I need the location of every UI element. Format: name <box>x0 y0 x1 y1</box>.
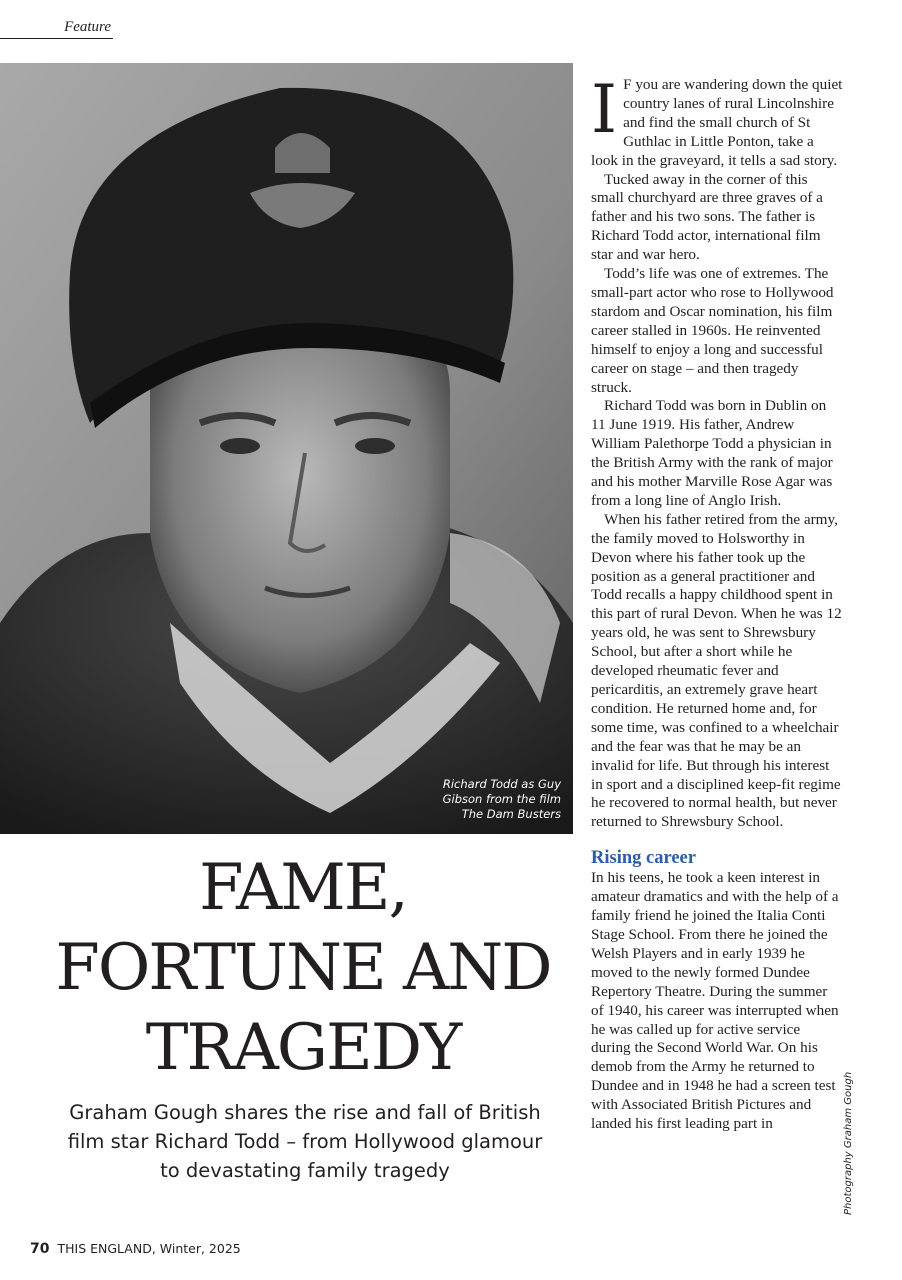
headline-line: FAME, <box>199 851 407 925</box>
paragraph-text: F you are wandering down the quiet country lanes of rural Lincolnshire and find the small church of St Guthlac in Little Ponton, take a look in the graveyard, it tells a sad story. <box>591 76 843 169</box>
standfirst-line: film star Richard Todd – from Hollywood glamour <box>67 1130 543 1153</box>
article-paragraph: Tucked away in the corner of this small churchyard are three graves of a father and his two sons. The father is Richard Todd actor, international film star and war hero. <box>591 170 823 264</box>
section-label <box>0 18 113 39</box>
caption-line: The Dam Busters <box>461 807 561 821</box>
page-footer <box>30 1241 241 1257</box>
photo-credit: Photography Graham Gough <box>843 1071 854 1215</box>
headline-line: TRAGEDY <box>145 1011 461 1085</box>
publication-line: THIS ENGLAND, Winter, 2025 <box>57 1241 241 1256</box>
article-paragraph: In his teens, he took a keen interest in amateur dramatics and with the help of a family friend he joined the Italia Conti Stage School. From there he joined the Welsh Players and in early 1939 he moved to the newly formed Dundee Repertory Theatre. During the summer of 1940, his career was interrupted when he was called up for active service during the Second World War. On his demob from the Army he returned to Dundee and in 1948 he had a screen test with Associated British Pictures and landed his first leading part in <box>591 869 839 1133</box>
drop-cap: I <box>591 71 618 148</box>
standfirst-line: Graham Gough shares the rise and fall of British <box>69 1101 541 1124</box>
section-label-text: Feature <box>64 19 111 35</box>
standfirst <box>30 1098 580 1185</box>
headline <box>0 848 606 1088</box>
headline-line: FORTUNE AND <box>55 931 551 1005</box>
subheading: Rising career <box>591 848 696 869</box>
article-body <box>591 71 843 1134</box>
caption-line: Gibson from the film <box>442 792 561 806</box>
feature-photo <box>0 63 573 834</box>
article-paragraph <box>591 71 843 171</box>
article-paragraph: When his father retired from the army, the family moved to Holsworthy in Devon where his father took up the position as a general practitioner and Todd recalls a happy childhood spent in this part of rural Devon. When he was 12 years old, he was sent to Shrewsbury School, but after a short while he developed rheumatic fever and pericarditis, an extremely grave heart condition. He returned home and, for some time, was confined to a wheelchair and the fear was that he may be an invalid for life. But through his interest in sport and a disciplined keep-fit regime he recovered to normal health, but never returned to Shrewsbury School. <box>591 510 842 831</box>
portrait-illustration <box>0 63 573 834</box>
page-number: 70 <box>30 1241 50 1257</box>
article-paragraph: Todd’s life was one of extremes. The small-part actor who rose to Hollywood stardom and Oscar nomination, his film career stalled in 1960s. He reinvented himself to enjoy a long and successful career on stage – and then tragedy struck. <box>591 265 834 396</box>
article-paragraph: Richard Todd was born in Dublin on 11 June 1919. His father, Andrew William Palethorpe Todd a physician in the British Army with the rank of major and his mother Marville Rose Agar was from a long line of Anglo Irish. <box>591 397 833 509</box>
standfirst-line: to devastating family tragedy <box>160 1159 450 1182</box>
photo-caption <box>443 777 561 822</box>
caption-line: Richard Todd as Guy <box>442 777 561 791</box>
